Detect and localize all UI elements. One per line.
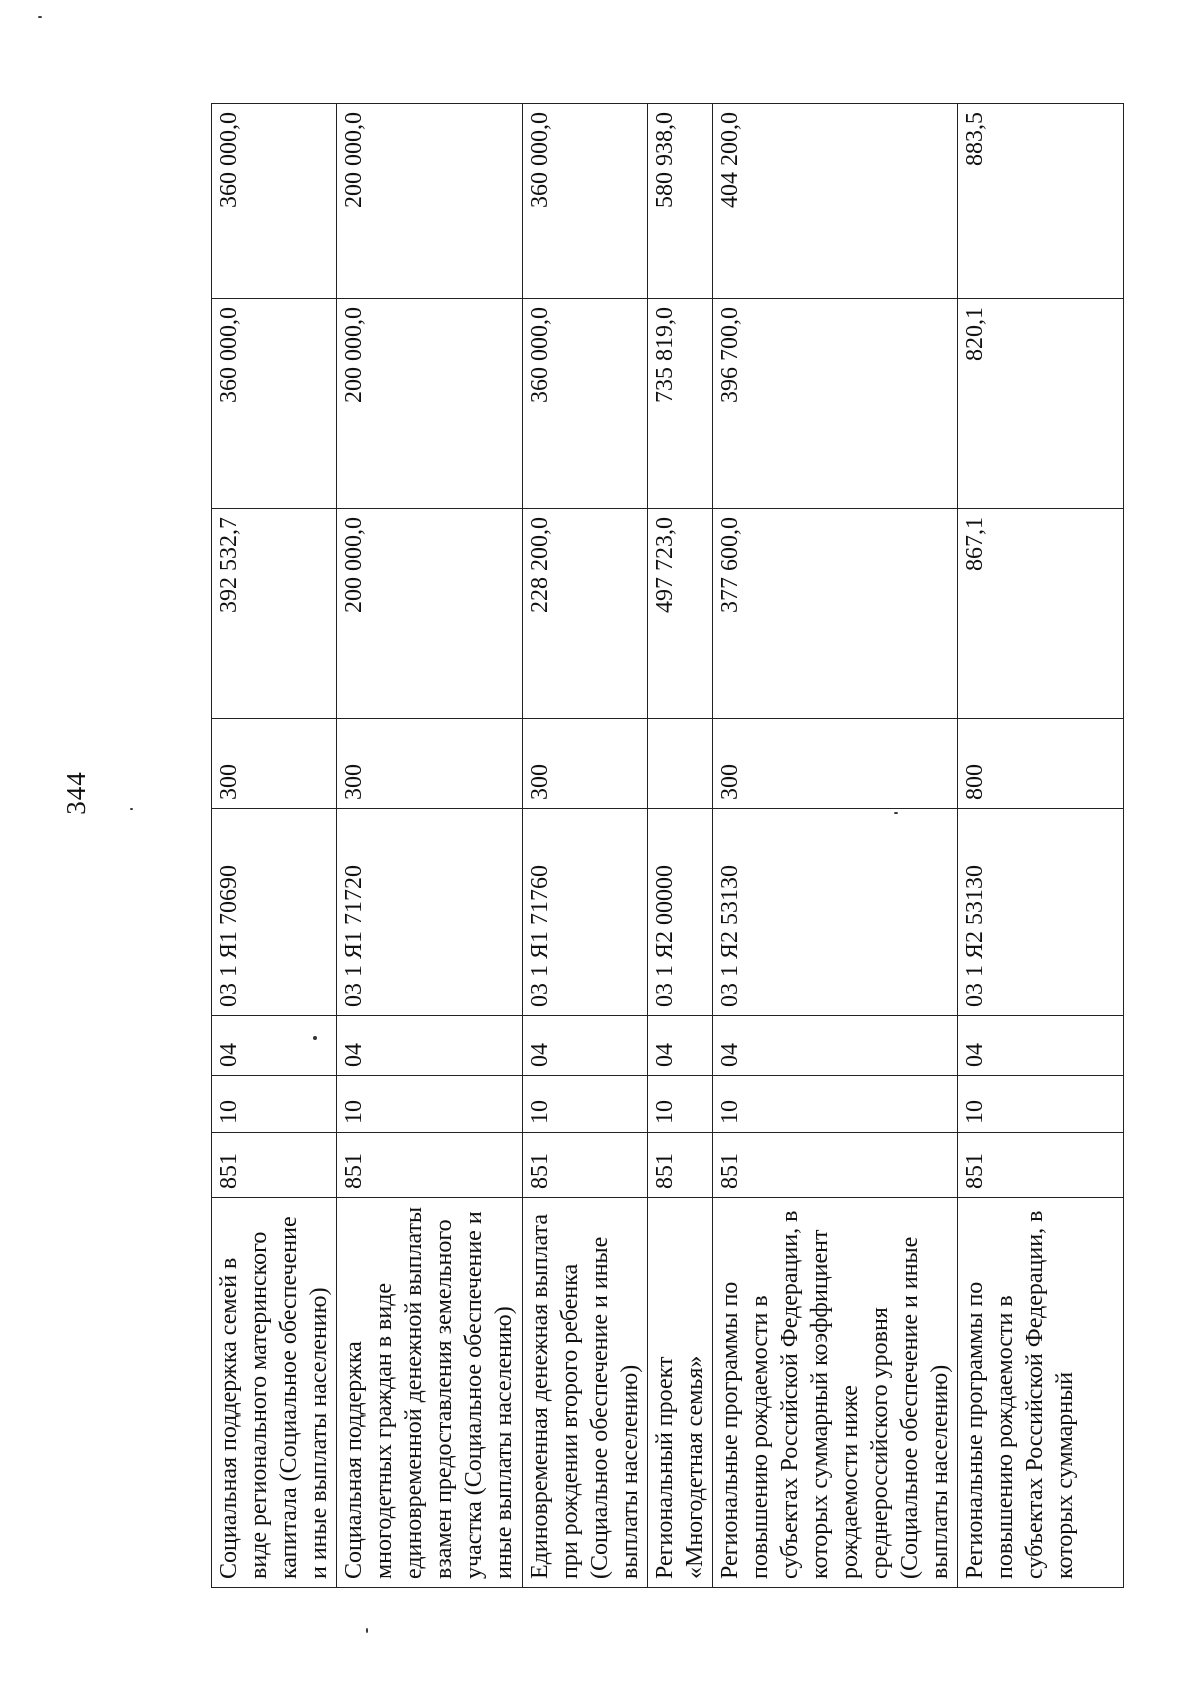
row-section: 10 bbox=[212, 1076, 337, 1133]
row-sum-3: 360 000,0 bbox=[212, 104, 337, 299]
row-expense-type bbox=[648, 719, 713, 809]
row-ministry-code: 851 bbox=[212, 1133, 337, 1198]
table-row bbox=[523, 104, 648, 1588]
row-name bbox=[337, 1198, 523, 1588]
row-target-article: 03 1 Я2 53130 bbox=[958, 809, 1124, 1016]
row-ministry-code: 851 bbox=[523, 1133, 648, 1198]
row-ministry-code: 851 bbox=[337, 1133, 523, 1198]
rotated-page bbox=[61, 108, 1089, 1588]
row-target-article: 03 1 Я1 70690 bbox=[212, 809, 337, 1016]
row-name bbox=[713, 1198, 958, 1588]
row-ministry-code: 851 bbox=[648, 1133, 713, 1198]
row-expense-type: 300 bbox=[713, 719, 958, 809]
row-expense-type: 800 bbox=[958, 719, 1124, 809]
row-name-text: Региональные программы по повышению рождаемости в субъектах Российской Федерации, в которых суммарный bbox=[962, 1210, 1078, 1579]
table-row bbox=[958, 104, 1124, 1588]
table-row bbox=[212, 104, 337, 1588]
row-name bbox=[958, 1198, 1124, 1588]
table-row bbox=[337, 104, 523, 1588]
row-expense-type: 300 bbox=[337, 719, 523, 809]
row-subsection: 04 bbox=[212, 1016, 337, 1076]
row-name-text: Единовременная денежная выплата при рождении второго ребенка (Социальное обеспечение и иные выплаты населению) bbox=[527, 1214, 643, 1579]
row-ministry-code: 851 bbox=[958, 1133, 1124, 1198]
scan-speck bbox=[366, 1628, 368, 1633]
row-sum-2: 396 700,0 bbox=[713, 299, 958, 509]
row-sum-2: 820,1 bbox=[958, 299, 1124, 509]
row-target-article: 03 1 Я2 53130 bbox=[713, 809, 958, 1016]
row-sum-2: 360 000,0 bbox=[212, 299, 337, 509]
row-target-article: 03 1 Я1 71760 bbox=[523, 809, 648, 1016]
row-sum-1: 867,1 bbox=[958, 509, 1124, 719]
row-target-article: 03 1 Я2 00000 bbox=[648, 809, 713, 1016]
row-name bbox=[648, 1198, 713, 1588]
row-subsection: 04 bbox=[958, 1016, 1124, 1076]
row-sum-1: 497 723,0 bbox=[648, 509, 713, 719]
page-number: 344 bbox=[61, 771, 91, 815]
row-section: 10 bbox=[523, 1076, 648, 1133]
row-expense-type: 300 bbox=[212, 719, 337, 809]
row-name-text: Региональные программы по повышению рождаемости в субъектах Российской Федерации, в которых суммарный коэффициент рождаемости ниже среднероссийского уровня (Социальное обеспечение и иные выплаты населению) bbox=[717, 1210, 953, 1579]
row-sum-1: 200 000,0 bbox=[337, 509, 523, 719]
row-section: 10 bbox=[958, 1076, 1124, 1133]
row-sum-3: 883,5 bbox=[958, 104, 1124, 299]
scan-speck bbox=[38, 16, 42, 18]
scan-speck bbox=[894, 812, 898, 814]
row-sum-3: 580 938,0 bbox=[648, 104, 713, 299]
row-sum-2: 360 000,0 bbox=[523, 299, 648, 509]
row-name bbox=[212, 1198, 337, 1588]
row-target-article: 03 1 Я1 71720 bbox=[337, 809, 523, 1016]
row-subsection: 04 bbox=[648, 1016, 713, 1076]
row-sum-3: 360 000,0 bbox=[523, 104, 648, 299]
row-section: 10 bbox=[713, 1076, 958, 1133]
scan-speck bbox=[130, 808, 133, 810]
row-sum-1: 228 200,0 bbox=[523, 509, 648, 719]
row-section: 10 bbox=[648, 1076, 713, 1133]
row-subsection: 04 bbox=[523, 1016, 648, 1076]
row-sum-1: 377 600,0 bbox=[713, 509, 958, 719]
scan-speck bbox=[313, 1036, 317, 1040]
row-subsection: 04 bbox=[713, 1016, 958, 1076]
budget-table bbox=[211, 103, 1124, 1588]
row-sum-2: 200 000,0 bbox=[337, 299, 523, 509]
table-row bbox=[713, 104, 958, 1588]
row-name-text: Социальная поддержка семей в виде регионального материнского капитала (Социальное обеспечение и иные выплаты населению) bbox=[216, 1216, 332, 1579]
row-sum-3: 200 000,0 bbox=[337, 104, 523, 299]
table-row bbox=[648, 104, 713, 1588]
row-sum-2: 735 819,0 bbox=[648, 299, 713, 509]
row-section: 10 bbox=[337, 1076, 523, 1133]
row-sum-3: 404 200,0 bbox=[713, 104, 958, 299]
row-name bbox=[523, 1198, 648, 1588]
row-sum-1: 392 532,7 bbox=[212, 509, 337, 719]
row-subsection: 04 bbox=[337, 1016, 523, 1076]
row-ministry-code: 851 bbox=[713, 1133, 958, 1198]
row-name-text: Социальная поддержка многодетных граждан в виде единовременной денежной выплаты взамен предоставления земельного участка (Социальное обеспечение и иные выплаты населению) bbox=[341, 1206, 517, 1579]
row-expense-type: 300 bbox=[523, 719, 648, 809]
row-name-text: Региональный проект «Многодетная семья» bbox=[652, 1355, 708, 1579]
